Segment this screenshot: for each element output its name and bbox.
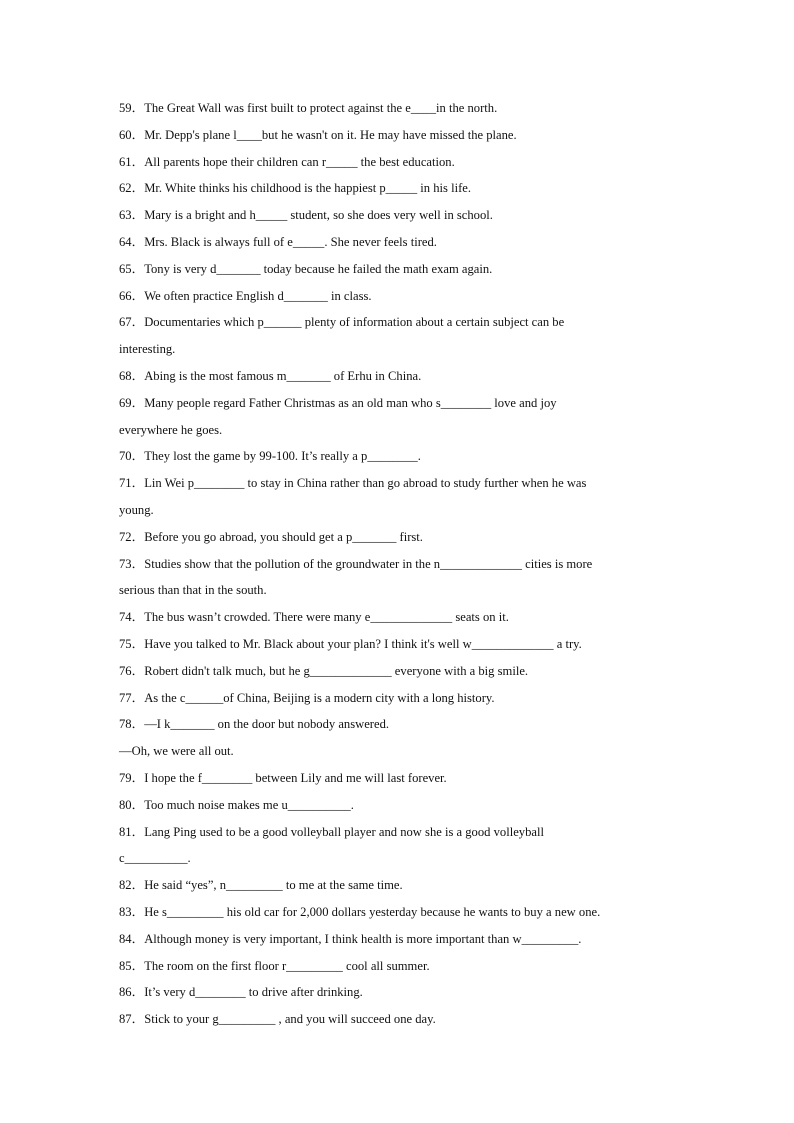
question-text: The room on the first floor r_________ cool all summer. [144, 958, 430, 973]
question-continuation-line [119, 846, 664, 872]
question-number: 85． [119, 958, 145, 973]
question-line [119, 766, 664, 792]
question-line [119, 686, 664, 712]
question-number: 71． [119, 476, 145, 491]
question-text: c__________. [119, 851, 191, 866]
question-text: The Great Wall was first built to protect against the e____in the north. [144, 101, 498, 115]
question-text: Studies show that the pollution of the groundwater in the n_____________ cities is more [144, 556, 593, 571]
question-line [119, 525, 664, 551]
question-number: 73． [119, 556, 145, 571]
question-text: Before you go abroad, you should get a p_______ first. [144, 529, 423, 544]
question-list [119, 96, 664, 1034]
question-text: As the c______of China, Beijing is a modern city with a long history. [144, 690, 495, 705]
question-number: 67． [119, 315, 145, 330]
question-text: serious than that in the south. [119, 583, 267, 598]
question-line [119, 552, 664, 578]
question-line [119, 900, 664, 926]
question-line [119, 284, 664, 310]
question-continuation-line [119, 498, 664, 524]
question-number: 84． [119, 931, 145, 946]
question-text: We often practice English d_______ in class. [144, 288, 372, 303]
question-text: All parents hope their children can r_____ the best education. [144, 154, 455, 169]
question-continuation-line [119, 418, 664, 444]
question-number: 83． [119, 904, 145, 919]
question-line [119, 257, 664, 283]
question-line [119, 954, 664, 980]
question-number: 86． [119, 985, 145, 1000]
question-continuation-line [119, 739, 664, 765]
question-line [119, 1007, 664, 1033]
question-text: everywhere he goes. [119, 422, 223, 437]
question-number: 65． [119, 261, 145, 276]
question-text: Lin Wei p________ to stay in China rather than go abroad to study further when he was [144, 476, 587, 491]
question-number: 60． [119, 127, 145, 142]
question-text: young. [119, 502, 154, 517]
question-text: Mrs. Black is always full of e_____. She never feels tired. [144, 234, 437, 249]
question-text: Lang Ping used to be a good volleyball player and now she is a good volleyball [144, 824, 544, 839]
question-text: Although money is very important, I think health is more important than w_________. [144, 931, 582, 946]
question-line [119, 980, 664, 1006]
question-line [119, 659, 664, 685]
question-number: 69． [119, 395, 145, 410]
question-text: Abing is the most famous m_______ of Erhu in China. [144, 368, 422, 383]
question-line [119, 605, 664, 631]
question-line [119, 927, 664, 953]
question-line [119, 176, 664, 202]
question-number: 62． [119, 181, 145, 196]
question-number: 68． [119, 368, 145, 383]
question-text: Robert didn't talk much, but he g_____________ everyone with a big smile. [144, 663, 529, 678]
question-text: The bus wasn’t crowded. There were many e_____________ seats on it. [144, 610, 509, 625]
question-number: 81． [119, 824, 145, 839]
question-text: I hope the f________ between Lily and me will last forever. [144, 770, 447, 785]
question-number: 75． [119, 636, 145, 651]
question-line [119, 203, 664, 229]
question-number: 78． [119, 717, 145, 732]
question-number: 79． [119, 770, 145, 785]
question-continuation-line [119, 578, 664, 604]
question-text: Mr. Depp's plane l____but he wasn't on it. He may have missed the plane. [144, 127, 517, 142]
question-number: 87． [119, 1012, 145, 1027]
question-number: 59． [119, 101, 145, 115]
question-text: Have you talked to Mr. Black about your plan? I think it's well w_____________ a try. [144, 636, 582, 651]
question-line [119, 632, 664, 658]
question-line [119, 123, 664, 149]
question-text: Many people regard Father Christmas as an old man who s________ love and joy [144, 395, 557, 410]
question-text: interesting. [119, 342, 176, 357]
question-number: 80． [119, 797, 145, 812]
question-number: 77． [119, 690, 145, 705]
question-text: Mr. White thinks his childhood is the happiest p_____ in his life. [144, 181, 472, 196]
question-number: 63． [119, 208, 145, 223]
question-line [119, 230, 664, 256]
question-number: 72． [119, 529, 145, 544]
question-number: 74． [119, 610, 145, 625]
question-line [119, 820, 664, 846]
question-number: 70． [119, 449, 145, 464]
question-text: He said “yes”, n_________ to me at the same time. [144, 878, 403, 893]
question-text: Documentaries which p______ plenty of information about a certain subject can be [144, 315, 565, 330]
question-text: He s_________ his old car for 2,000 dollars yesterday because he wants to buy a new one. [144, 904, 601, 919]
question-line [119, 391, 664, 417]
question-number: 82． [119, 878, 145, 893]
question-line [119, 364, 664, 390]
question-text: —Oh, we were all out. [119, 744, 234, 759]
question-line [119, 150, 664, 176]
question-continuation-line [119, 337, 664, 363]
question-number: 64． [119, 234, 145, 249]
question-line [119, 712, 664, 738]
question-text: It’s very d________ to drive after drinking. [144, 985, 363, 1000]
question-number: 76． [119, 663, 145, 678]
question-line [119, 310, 664, 336]
question-line [119, 793, 664, 819]
question-line [119, 471, 664, 497]
question-text: They lost the game by 99-100. It’s really a p________. [144, 449, 421, 464]
question-text: —I k_______ on the door but nobody answered. [144, 717, 390, 732]
question-number: 61． [119, 154, 145, 169]
question-line [119, 444, 664, 470]
question-text: Mary is a bright and h_____ student, so she does very well in school. [144, 208, 493, 223]
question-line [119, 96, 664, 122]
question-text: Too much noise makes me u__________. [144, 797, 354, 812]
question-line [119, 873, 664, 899]
question-text: Stick to your g_________ , and you will succeed one day. [144, 1012, 436, 1027]
question-text: Tony is very d_______ today because he failed the math exam again. [144, 261, 493, 276]
question-number: 66． [119, 288, 145, 303]
